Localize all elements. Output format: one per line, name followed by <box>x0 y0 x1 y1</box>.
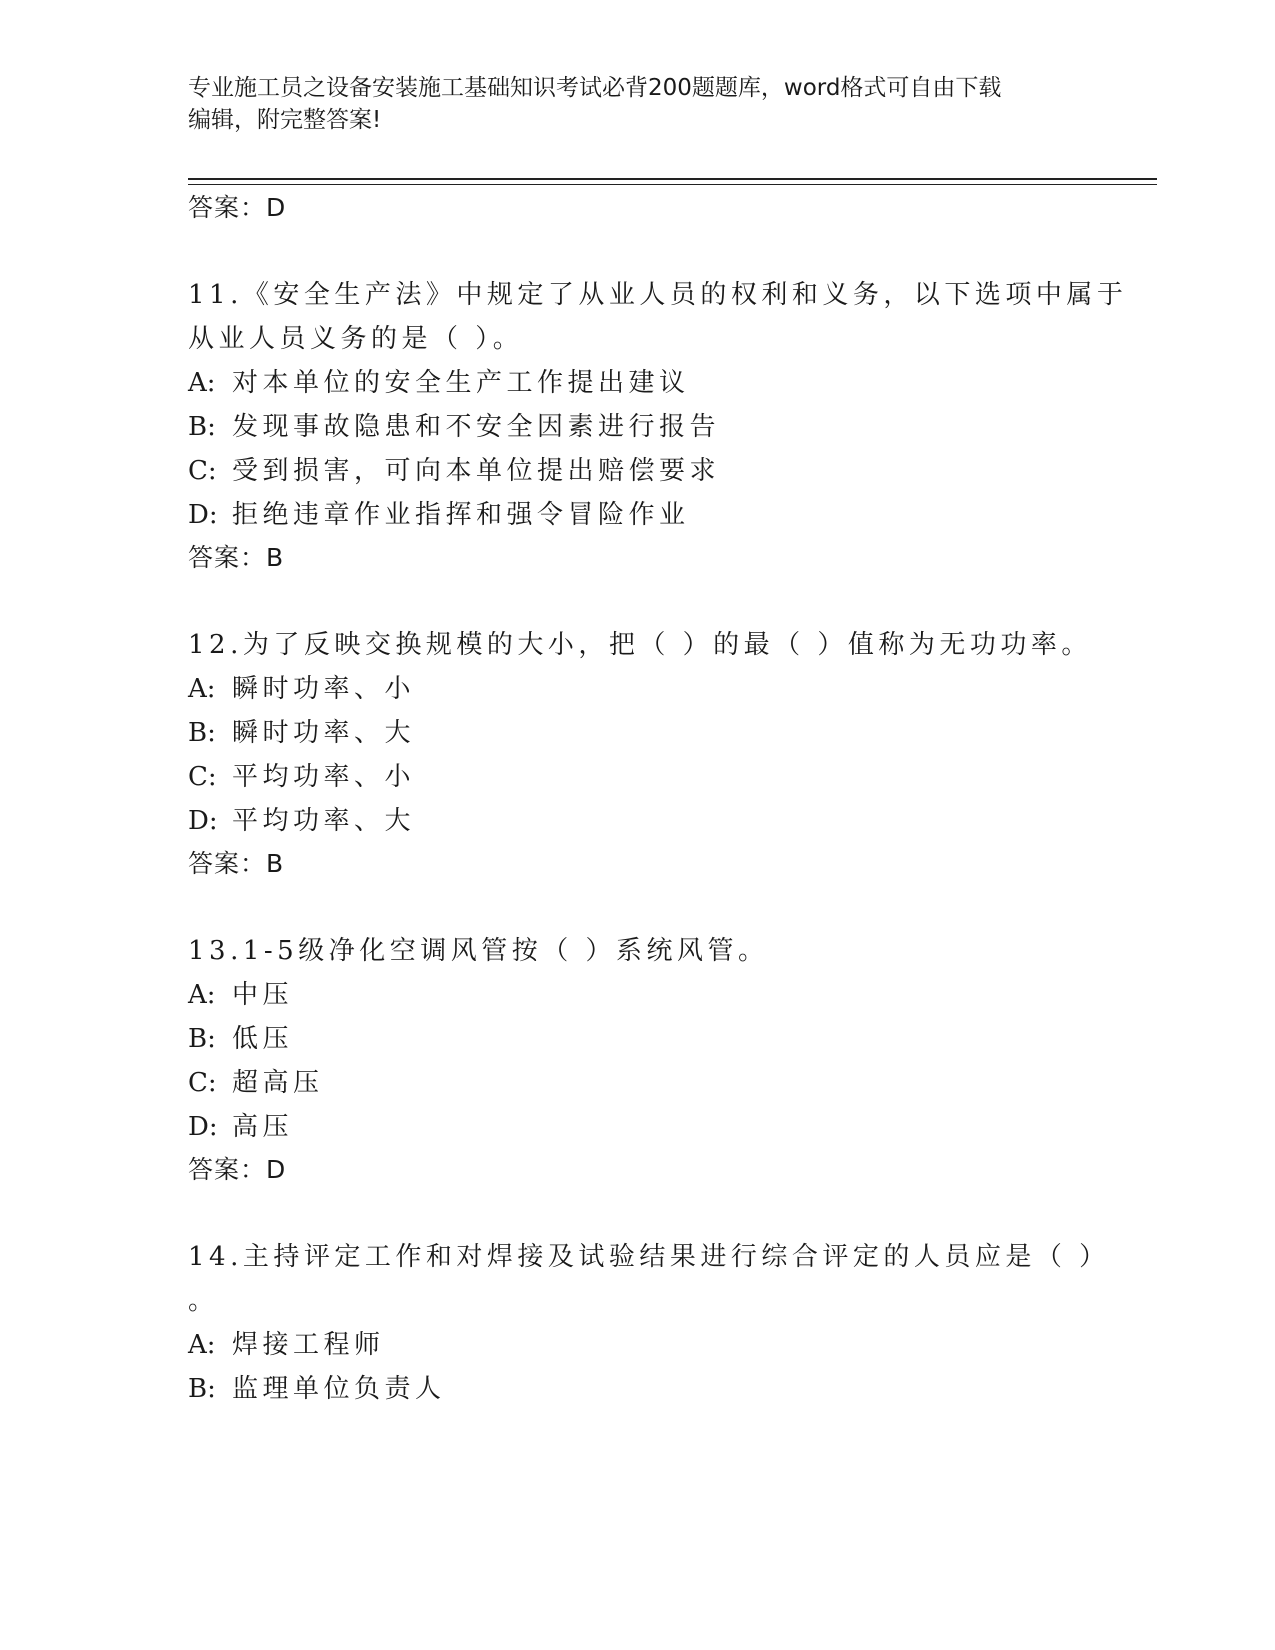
question-12-answer: 答案：B <box>188 849 285 878</box>
header-line-2: 编辑，附完整答案! <box>188 107 382 133</box>
question-12-option-b <box>188 712 415 749</box>
option-label: A: <box>188 1330 216 1360</box>
question-14-option-b <box>188 1368 446 1405</box>
option-text: 监理单位负责人 <box>232 1374 446 1404</box>
question-11-answer: 答案：B <box>188 543 285 572</box>
question-13-option-c <box>188 1062 324 1099</box>
option-label: C: <box>188 1068 217 1098</box>
option-label: B: <box>188 412 216 442</box>
question-12-stem: 12.为了反映交换规模的大小，把（ ）的最（ ）值称为无功功率。 <box>188 630 1092 660</box>
option-text: 拒绝违章作业指挥和强令冒险作业 <box>232 500 690 530</box>
option-label: B: <box>188 1374 216 1404</box>
option-text: 平均功率、大 <box>232 806 416 836</box>
option-text: 平均功率、小 <box>232 762 416 792</box>
option-text: 对本单位的安全生产工作提出建议 <box>232 368 690 398</box>
question-14-stem-line-1: 14.主持评定工作和对焊接及试验结果进行综合评定的人员应是（ ） <box>188 1242 1110 1272</box>
question-11-stem-line-2: 从业人员义务的是（ ）。 <box>188 324 524 354</box>
question-12-option-a <box>188 668 415 705</box>
question-11-option-a <box>188 362 690 399</box>
question-11-option-b <box>188 406 720 443</box>
question-11-option-d <box>188 494 690 531</box>
header-line-1: 专业施工员之设备安装施工基础知识考试必背200题题库，word格式可自由下载 <box>188 75 1002 101</box>
option-label: A: <box>188 368 216 398</box>
header-divider <box>188 178 1157 180</box>
question-11-stem-line-1: 11.《安全生产法》中规定了从业人员的权利和义务，以下选项中属于 <box>188 280 1128 310</box>
option-text: 焊接工程师 <box>232 1330 385 1360</box>
question-13-option-d <box>188 1106 293 1143</box>
option-text: 瞬时功率、大 <box>232 718 416 748</box>
header-divider-thin <box>188 184 1157 185</box>
option-label: D: <box>188 500 218 530</box>
option-label: C: <box>188 456 217 486</box>
previous-answer: 答案：D <box>188 193 287 222</box>
option-text: 超高压 <box>232 1068 324 1098</box>
question-12-option-c <box>188 756 415 793</box>
document-header <box>188 72 1068 136</box>
option-label: C: <box>188 762 217 792</box>
question-14-stem-line-2: 。 <box>188 1286 219 1316</box>
question-12-option-d <box>188 800 415 837</box>
option-label: D: <box>188 1112 218 1142</box>
question-13-stem: 13.1-5级净化空调风管按（ ）系统风管。 <box>188 936 769 966</box>
option-text: 瞬时功率、小 <box>232 674 416 704</box>
option-text: 中压 <box>232 980 294 1010</box>
option-text: 低压 <box>232 1024 294 1054</box>
option-text: 发现事故隐患和不安全因素进行报告 <box>232 412 721 442</box>
question-13-option-b <box>188 1018 293 1055</box>
question-11-option-c <box>188 450 720 487</box>
option-text: 受到损害，可向本单位提出赔偿要求 <box>232 456 721 486</box>
option-label: B: <box>188 718 216 748</box>
question-13-answer: 答案：D <box>188 1155 287 1184</box>
option-label: D: <box>188 806 218 836</box>
question-14-option-a <box>188 1324 385 1361</box>
option-label: B: <box>188 1024 216 1054</box>
question-13-option-a <box>188 974 293 1011</box>
option-text: 高压 <box>232 1112 294 1142</box>
option-label: A: <box>188 674 216 704</box>
option-label: A: <box>188 980 216 1010</box>
